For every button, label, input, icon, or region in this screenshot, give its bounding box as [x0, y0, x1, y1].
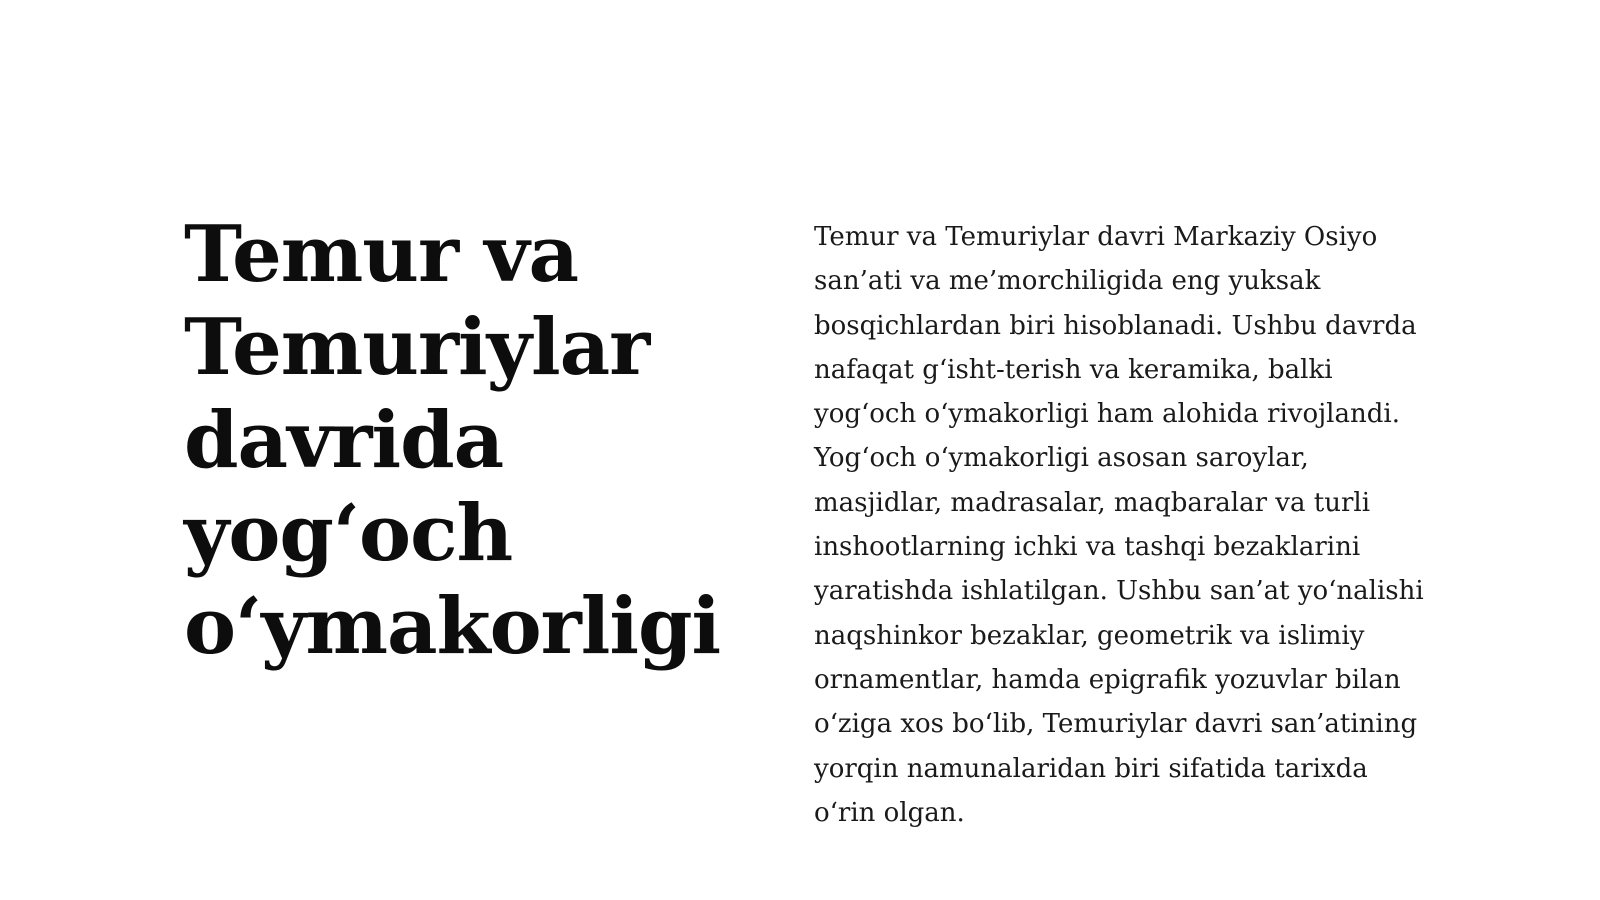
body-line: yog‘och o‘ymakorligi ham alohida rivojlandi.	[814, 399, 1400, 430]
body-line: naqshinkor bezaklar, geometrik va islimiy	[814, 620, 1365, 651]
slide-title	[184, 208, 744, 673]
title-line: yog‘och	[184, 488, 513, 579]
body-line: bosqichlardan biri hisoblanadi. Ushbu davrda	[814, 310, 1417, 341]
body-line: yorqin namunalaridan biri sifatida tarixda	[814, 753, 1368, 784]
title-line: o‘ymakorligi	[184, 581, 721, 672]
body-line: nafaqat g‘isht-terish va keramika, balki	[814, 354, 1333, 385]
body-line: ornamentlar, hamda epigrafik yozuvlar bilan	[814, 664, 1401, 695]
title-line: Temur va	[184, 209, 579, 300]
body-line: o‘rin olgan.	[814, 797, 965, 828]
body-line: inshootlarning ichki va tashqi bezaklarini	[814, 532, 1361, 563]
body-line: o‘ziga xos bo‘lib, Temuriylar davri san’atining	[814, 709, 1418, 740]
title-line: Temuriylar	[184, 302, 650, 393]
title-line: davrida	[184, 395, 504, 486]
body-line: Temur va Temuriylar davri Markaziy Osiyo	[814, 222, 1378, 252]
body-line: masjidlar, madrasalar, maqbaralar va turli	[814, 487, 1371, 518]
body-line: yaratishda ishlatilgan. Ushbu san’at yo‘nalishi	[814, 576, 1424, 607]
body-line: Yog‘och o‘ymakorligi asosan saroylar,	[814, 443, 1309, 474]
body-line: san’ati va me’morchiligida eng yuksak	[814, 266, 1321, 297]
body-paragraph	[814, 215, 1454, 835]
